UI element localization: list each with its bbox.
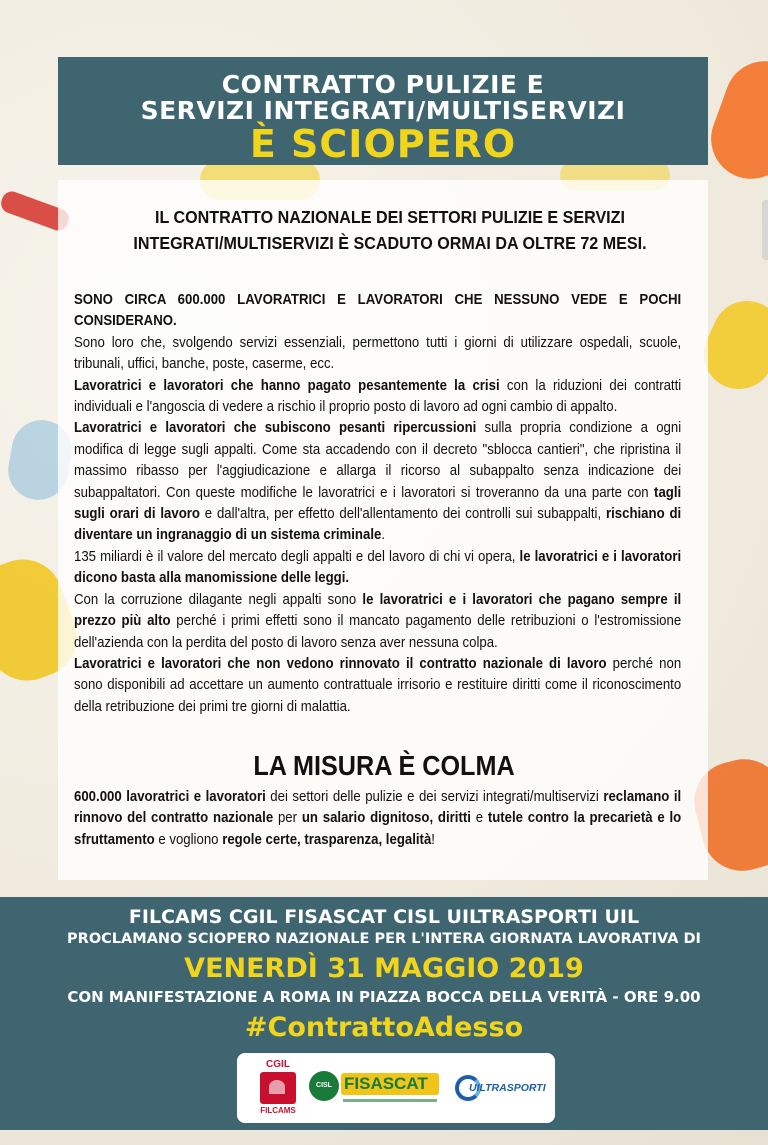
paragraph-3-bold: Lavoratrici e lavoratori che subiscono pesanti ripercussioni bbox=[74, 419, 477, 437]
closing-text-5: ! bbox=[431, 830, 435, 848]
intro-statement bbox=[119, 204, 662, 256]
paragraph-1 bbox=[74, 289, 681, 375]
closing-bold-3: un salario dignitoso, diritti bbox=[301, 809, 471, 827]
cgil-filcams-logo bbox=[254, 1059, 302, 1117]
paragraph-2-text: con la riduzioni dei contratti individuali e l'angoscia di vedere a rischio il proprio posto di lavoro ad ogni cambio di appalto. bbox=[74, 376, 682, 416]
cisl-badge bbox=[309, 1071, 339, 1101]
fisascat-underline bbox=[343, 1099, 437, 1102]
headline-line-2: SERVIZI INTEGRATI/MULTISERVIZI bbox=[140, 96, 626, 125]
paragraph-4-text: 135 miliardi è il valore del mercato degli appalti e del lavoro di chi vi opera, bbox=[74, 547, 520, 565]
closing-text bbox=[74, 786, 681, 850]
paragraph-5-text: Con la corruzione dilagante negli appalti sono bbox=[74, 590, 363, 608]
paragraph-3-text-3: . bbox=[381, 526, 386, 544]
paragraph-5-text-2: perché i primi effetti sono il mancato pagamento delle retribuzioni o l'estromissione dell'azienda con la perdita del posto di lavoro senza aver nessuna colpa. bbox=[74, 612, 682, 651]
cgil-logo-mark bbox=[260, 1072, 296, 1104]
manifestation-line: CON MANIFESTAZIONE A ROMA IN PIAZZA BOCCA DELLA VERITÀ - ORE 9.00 bbox=[67, 988, 701, 1006]
fisascat-wordmark bbox=[341, 1073, 439, 1095]
paragraph-3-bold-3: rischiano di diventare un ingranaggio di un sistema criminale bbox=[74, 505, 682, 544]
headline-strike: È SCIOPERO bbox=[249, 122, 517, 166]
filcams-logo-label: FILCAMS bbox=[260, 1106, 296, 1115]
paragraph-3-text-2: e dall'altra, per effetto dell'allentamento dei controlli sui subappalti, bbox=[199, 505, 606, 523]
closing-paragraph bbox=[74, 786, 681, 850]
paragraph-2-bold: Lavoratrici e lavoratori che hanno pagato pesantemente la crisi bbox=[74, 376, 500, 394]
fisascat-label: FISASCAT bbox=[344, 1074, 428, 1093]
intro-line-2: INTEGRATI/MULTISERVIZI È SCADUTO ORMAI DA OLTRE 72 MESI. bbox=[133, 233, 647, 253]
proclaim-line: PROCLAMANO SCIOPERO NAZIONALE PER L'INTERA GIORNATA LAVORATIVA DI bbox=[67, 931, 701, 947]
uiltrasporti-label: UILTRASPORTI bbox=[469, 1082, 546, 1094]
paragraph-5 bbox=[74, 589, 681, 653]
fisascat-cisl-logo bbox=[309, 1067, 441, 1109]
paragraph-3-text: sulla propria condizione a ogni modifica di legge sugli appalti. Come sta accadendo con il decreto "sblocca cantieri", che ripristina il massimo ribasso per l'aggiudicazione e allarga il ricorso al subappalto senza indicazione dei subappaltatori. Con queste modifiche le lavoratrici e i lavoratori si troveranno da una parte con bbox=[74, 419, 682, 501]
closing-bold-4: tutele contro la precarietà e lo sfruttamento bbox=[74, 809, 682, 848]
headline-line-1: CONTRATTO PULIZIE E bbox=[221, 70, 545, 99]
closing-text-1: dei settori delle pulizie e dei servizi integrati/multiservizi bbox=[265, 788, 604, 805]
paragraph-4-bold: le lavoratrici e i lavoratori dicono basta alla manomissione delle leggi. bbox=[74, 547, 682, 587]
paragraph-1-text: Sono loro che, svolgendo servizi essenziali, permettono tutti i giorni di utilizzare ospedali, scuole, tribunali, uffici, banche, poste, caserme, ecc. bbox=[74, 333, 682, 373]
body-text bbox=[74, 289, 681, 717]
paragraph-3 bbox=[74, 417, 681, 545]
paragraph-1-heading: SONO CIRCA 600.000 LAVORATRICI E LAVORATORI CHE NESSUNO VEDE E POCHI CONSIDERANO. bbox=[74, 291, 682, 330]
paragraph-6 bbox=[74, 653, 681, 717]
uiltrasporti-logo bbox=[451, 1071, 547, 1107]
hashtag: #ContrattoAdesso bbox=[244, 1012, 524, 1043]
paragraph-6-text: perché non sono disponibili ad accettare un aumento contrattuale irrisorio e restituire diritti come il riconoscimento della retribuzione dei primi tre giorni di malattia. bbox=[74, 654, 682, 715]
closing-bold-5: regole certe, trasparenza, legalità bbox=[222, 830, 432, 848]
paragraph-2 bbox=[74, 375, 681, 418]
union-logos bbox=[237, 1053, 555, 1123]
headline-banner bbox=[58, 57, 708, 165]
paragraph-4 bbox=[74, 546, 681, 589]
paragraph-6-bold: Lavoratrici e lavoratori che non vedono rinnovato il contratto nazionale di lavoro bbox=[74, 654, 607, 672]
closing-bold-2: reclamano il rinnovo del contratto nazionale bbox=[74, 788, 682, 827]
unions-line: FILCAMS CGIL FISASCAT CISL UILTRASPORTI UIL bbox=[128, 906, 640, 928]
closing-bold-1: 600.000 lavoratrici e lavoratori bbox=[74, 788, 266, 805]
paragraph-5-bold: le lavoratrici e i lavoratori che pagano sempre il prezzo più alto bbox=[74, 590, 682, 630]
intro-line-1: IL CONTRATTO NAZIONALE DEI SETTORI PULIZIE E SERVIZI bbox=[155, 207, 625, 227]
paragraph-3-bold-2: tagli sugli orari di lavoro bbox=[74, 483, 682, 523]
edge-scroll-tab bbox=[762, 200, 768, 260]
strike-date: VENERDÌ 31 MAGGIO 2019 bbox=[184, 953, 584, 984]
closing-text-4: e vogliono bbox=[154, 830, 223, 848]
cisl-badge-label: CISL bbox=[316, 1082, 332, 1089]
misura-heading: LA MISURA È COLMA bbox=[253, 750, 515, 781]
closing-text-2: per bbox=[273, 809, 302, 827]
cgil-logo-label: CGIL bbox=[266, 1059, 290, 1070]
closing-text-3: e bbox=[470, 809, 488, 827]
